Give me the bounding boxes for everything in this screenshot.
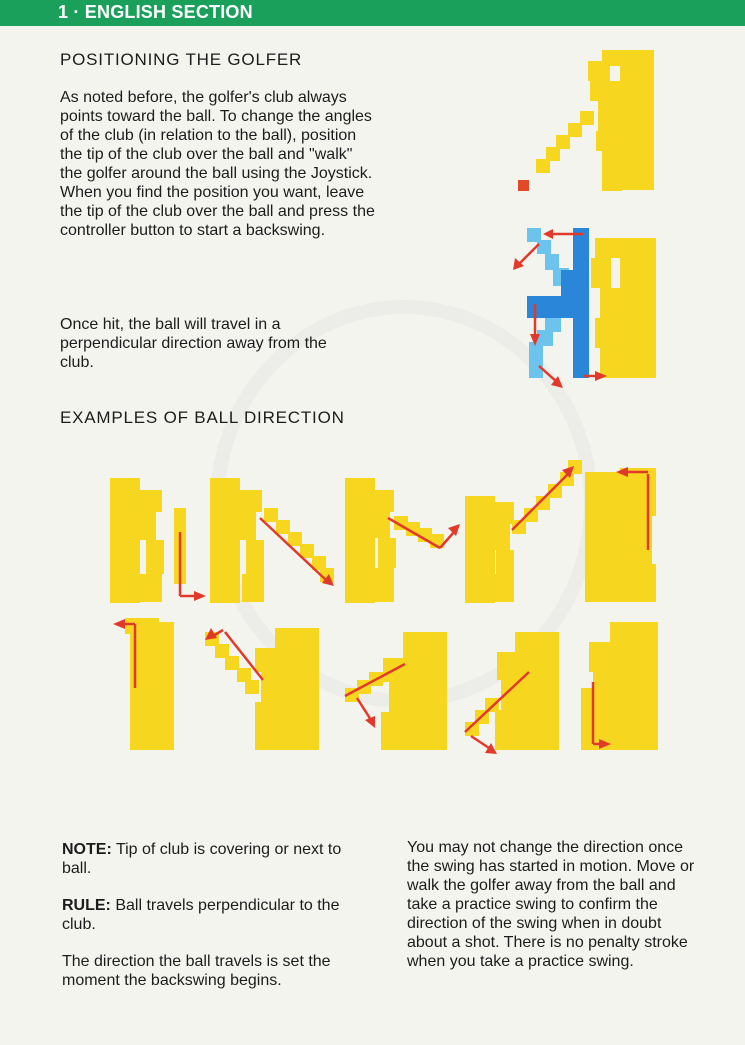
rule-text: Ball travels perpendicular to the club.	[62, 897, 340, 933]
practice-swing-paragraph: You may not change the direction once the swing has started in motion. Move or walk the golfer away from the ball and take a practice swing to confirm the direction of the swing when in doubt about a shot. There is no penalty stroke when you take a practice swing.	[407, 839, 695, 970]
section-header-bar	[0, 0, 745, 26]
positioning-heading: POSITIONING THE GOLFER	[60, 50, 303, 69]
rule-paragraph	[62, 896, 362, 934]
ball-direction-examples-row-2	[105, 612, 675, 772]
note-label: NOTE:	[62, 841, 112, 858]
examples-heading: EXAMPLES OF BALL DIRECTION	[60, 408, 345, 427]
positioning-paragraph-2: Once hit, the ball will travel in a perpendicular direction away from the club.	[60, 316, 327, 371]
direction-set-paragraph: The direction the ball travels is set the moment the backswing begins.	[62, 953, 331, 989]
golfer-backswing-figure	[505, 220, 665, 390]
note-text: Tip of club is covering or next to ball.	[62, 841, 342, 877]
notes-left-column	[62, 840, 362, 990]
ball-direction-examples-row-1	[100, 446, 675, 611]
section-header-title: 1 · ENGLISH SECTION	[58, 2, 253, 22]
golfer-club-over-ball-figure	[510, 45, 660, 205]
rule-label: RULE:	[62, 897, 111, 914]
note-paragraph	[62, 840, 362, 878]
positioning-paragraph-1: As noted before, the golfer's club always points toward the ball. To change the angles of the club (in relation to the ball), position the tip of the club over the ball and "walk" the golfer around the ball using the Joystick. When you find the position you want, leave the tip of the club over the ball and press the controller button to start a backswing.	[60, 89, 375, 239]
